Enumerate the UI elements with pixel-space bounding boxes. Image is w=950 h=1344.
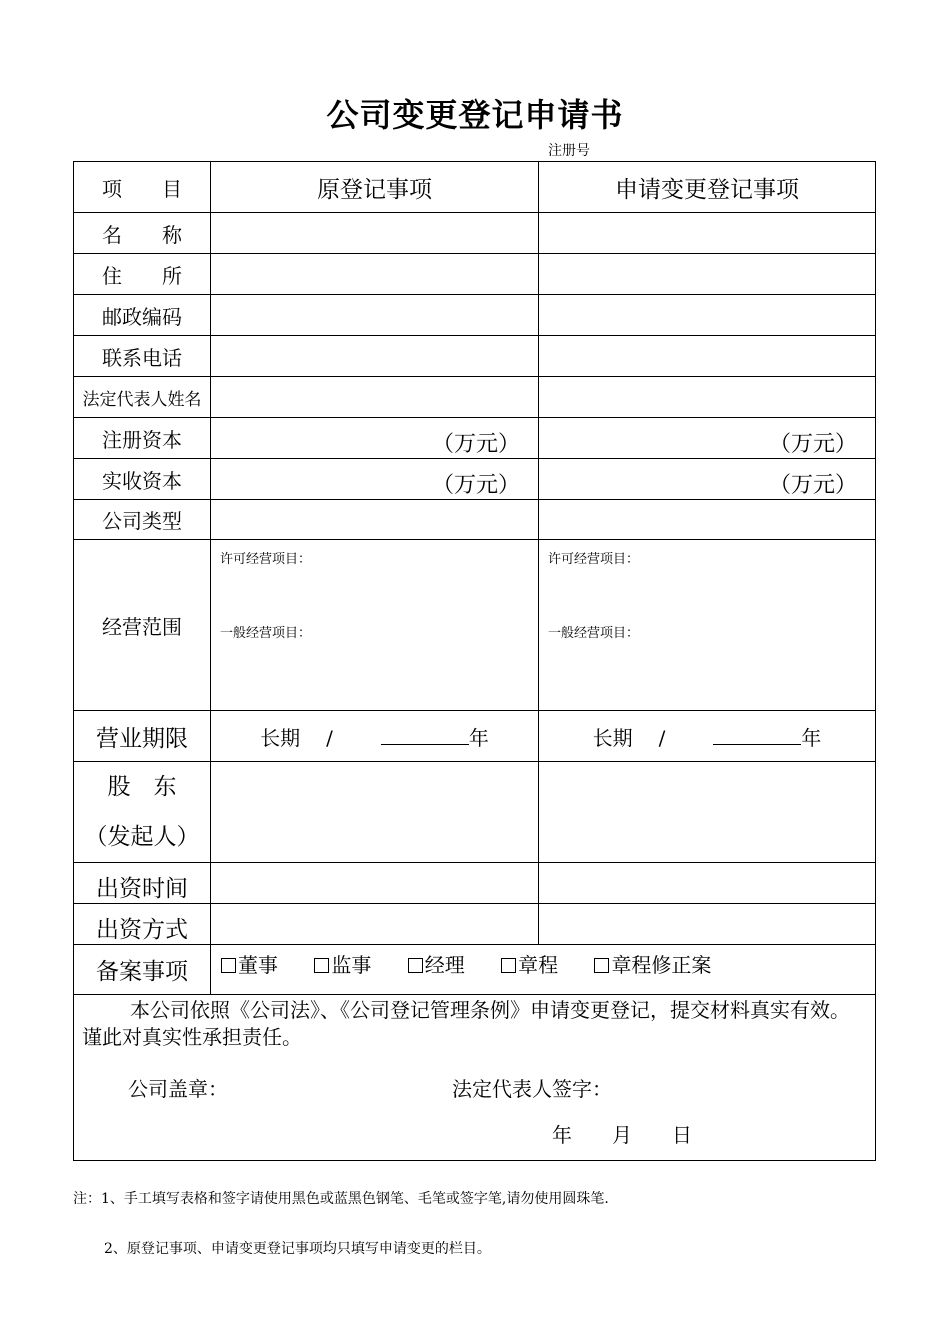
filing-checkbox-directors[interactable]: 董事 bbox=[221, 953, 278, 977]
note-1: 注：1、手工填写表格和签字请使用黑色或蓝黑色钢笔、毛笔或签字笔,请勿使用圆珠笔. bbox=[73, 1191, 609, 1207]
term-year-label: 年 bbox=[801, 725, 822, 750]
row-label-address: 住 所 bbox=[74, 254, 211, 295]
checkbox-icon[interactable] bbox=[501, 958, 516, 973]
row-label-registered-capital: 注册资本 bbox=[74, 418, 211, 459]
row-label-postcode: 邮政编码 bbox=[74, 295, 211, 336]
postcode-original-field[interactable] bbox=[211, 295, 539, 336]
name-change-field[interactable] bbox=[539, 213, 876, 254]
form-title: 公司变更登记申请书 bbox=[326, 96, 624, 134]
row-label-paid-capital: 实收资本 bbox=[74, 459, 211, 500]
term-long-label: 长期 bbox=[592, 725, 633, 750]
promoter-label: （发起人） bbox=[84, 824, 200, 850]
declaration-section bbox=[74, 995, 876, 1161]
checkbox-icon[interactable] bbox=[314, 958, 329, 973]
shareholder-label: 股 东 bbox=[107, 774, 177, 800]
term-year-blank[interactable] bbox=[381, 730, 469, 745]
postcode-change-field[interactable] bbox=[539, 295, 876, 336]
company-type-original-field[interactable] bbox=[211, 500, 539, 540]
row-label-business-term: 营业期限 bbox=[74, 711, 211, 762]
shareholder-original-field[interactable] bbox=[211, 762, 539, 863]
name-original-field[interactable] bbox=[211, 213, 539, 254]
note-2: 2、原登记事项、申请变更登记事项均只填写申请变更的栏目。 bbox=[104, 1241, 491, 1257]
address-change-field[interactable] bbox=[539, 254, 876, 295]
company-seal-label: 公司盖章： bbox=[128, 1077, 228, 1101]
row-label-company-type: 公司类型 bbox=[74, 500, 211, 540]
term-year-label: 年 bbox=[468, 725, 489, 750]
contribution-method-original-field[interactable] bbox=[211, 904, 539, 945]
header-item: 项 目 bbox=[74, 162, 211, 213]
date-year-label: 年 bbox=[552, 1123, 572, 1147]
term-slash: / bbox=[326, 725, 333, 750]
term-year-blank[interactable] bbox=[713, 730, 801, 745]
application-form-table bbox=[73, 161, 876, 1161]
legal-rep-original-field[interactable] bbox=[211, 377, 539, 418]
contribution-time-original-field[interactable] bbox=[211, 863, 539, 904]
header-change-items: 申请变更登记事项 bbox=[539, 162, 876, 213]
filing-items-checkboxes bbox=[211, 945, 876, 995]
company-type-change-field[interactable] bbox=[539, 500, 876, 540]
checkbox-icon[interactable] bbox=[221, 958, 236, 973]
licensed-business-label: 许可经营项目： bbox=[548, 552, 640, 567]
checkbox-icon[interactable] bbox=[408, 958, 423, 973]
paid-capital-original-field[interactable]: （万元） bbox=[211, 459, 539, 500]
address-original-field[interactable] bbox=[211, 254, 539, 295]
header-original-items: 原登记事项 bbox=[211, 162, 539, 213]
declaration-text: 本公司依照《公司法》、《公司登记管理条例》申请变更登记，提交材料真实有效。谨此对真实性承担责任。 bbox=[82, 998, 850, 1049]
term-long-label: 长期 bbox=[260, 725, 301, 750]
contribution-time-change-field[interactable] bbox=[539, 863, 876, 904]
signature-date bbox=[552, 1119, 732, 1148]
checkbox-icon[interactable] bbox=[594, 958, 609, 973]
business-term-original-field[interactable] bbox=[211, 711, 539, 762]
phone-change-field[interactable] bbox=[539, 336, 876, 377]
general-business-label: 一般经营项目： bbox=[548, 626, 640, 641]
row-label-contribution-method: 出资方式 bbox=[74, 904, 211, 945]
filing-checkbox-supervisors[interactable]: 监事 bbox=[314, 953, 371, 977]
business-term-change-field[interactable] bbox=[539, 711, 876, 762]
contribution-method-change-field[interactable] bbox=[539, 904, 876, 945]
general-business-label: 一般经营项目： bbox=[220, 626, 312, 641]
registration-number-label: 注册号 bbox=[548, 143, 590, 159]
filing-checkbox-manager[interactable]: 经理 bbox=[408, 953, 465, 977]
date-day-label: 日 bbox=[672, 1123, 692, 1147]
row-label-phone: 联系电话 bbox=[74, 336, 211, 377]
licensed-business-label: 许可经营项目： bbox=[220, 552, 312, 567]
shareholder-change-field[interactable] bbox=[539, 762, 876, 863]
legal-rep-signature-label: 法定代表人签字： bbox=[452, 1077, 612, 1101]
row-label-name: 名 称 bbox=[74, 213, 211, 254]
term-slash: / bbox=[658, 725, 666, 750]
row-label-contribution-time: 出资时间 bbox=[74, 863, 211, 904]
business-scope-change-field[interactable] bbox=[539, 540, 876, 711]
row-label-filing-items: 备案事项 bbox=[74, 945, 211, 995]
legal-rep-change-field[interactable] bbox=[539, 377, 876, 418]
registered-capital-change-field[interactable]: （万元） bbox=[539, 418, 876, 459]
filing-checkbox-articles-amendment[interactable]: 章程修正案 bbox=[594, 953, 711, 977]
row-label-business-scope: 经营范围 bbox=[74, 540, 211, 711]
filing-checkbox-articles[interactable]: 章程 bbox=[501, 953, 558, 977]
phone-original-field[interactable] bbox=[211, 336, 539, 377]
business-scope-original-field[interactable] bbox=[211, 540, 539, 711]
row-label-shareholder bbox=[74, 762, 211, 863]
registered-capital-original-field[interactable]: （万元） bbox=[211, 418, 539, 459]
row-label-legal-rep: 法定代表人姓名 bbox=[74, 377, 211, 418]
date-month-label: 月 bbox=[612, 1123, 632, 1147]
paid-capital-change-field[interactable]: （万元） bbox=[539, 459, 876, 500]
